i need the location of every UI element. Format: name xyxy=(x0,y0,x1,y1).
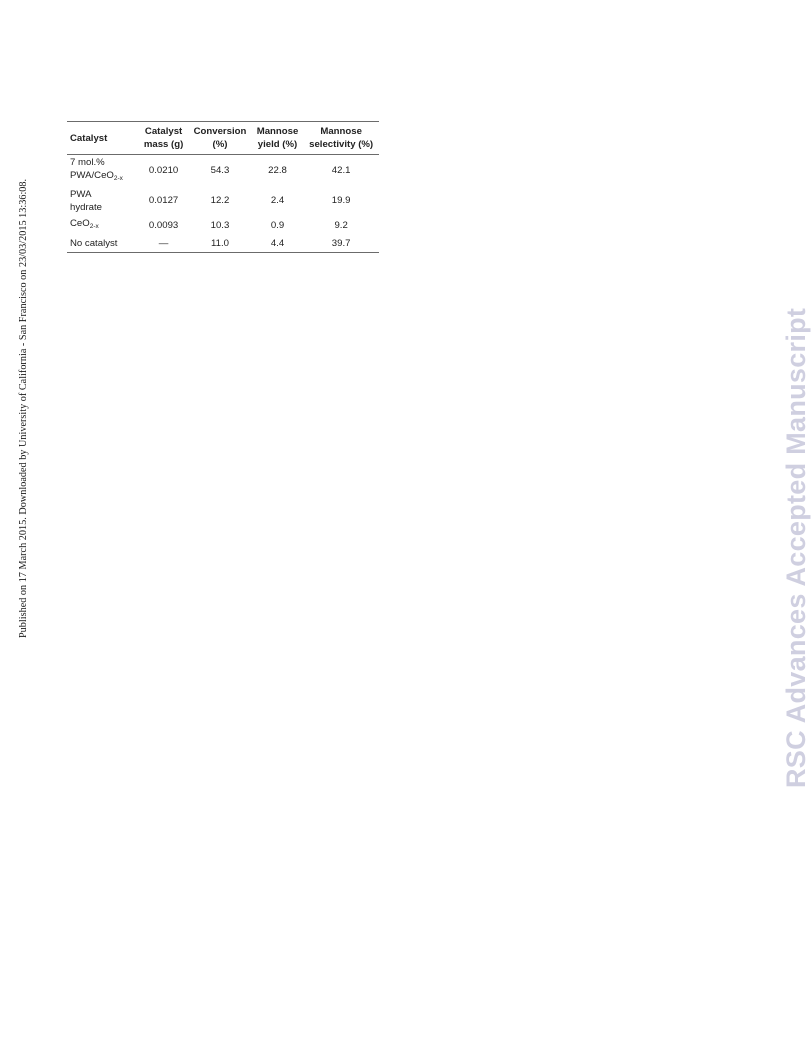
cell-mass: 0.0127 xyxy=(148,195,179,207)
watermark xyxy=(752,248,811,788)
header-yield-line1: Mannose xyxy=(256,126,299,137)
catalyst-line2 xyxy=(70,170,136,186)
header-mass-line1: Catalyst xyxy=(144,126,183,137)
cell-yield: 0.9 xyxy=(270,219,285,231)
cell-catalyst xyxy=(67,216,139,236)
header-mannose-yield xyxy=(252,122,303,155)
cell-selectivity: 42.1 xyxy=(331,164,351,176)
cell-conversion: 10.3 xyxy=(210,219,230,231)
header-catalyst xyxy=(67,122,139,155)
table-row xyxy=(67,236,379,253)
table-row xyxy=(67,155,379,188)
table-body xyxy=(67,155,379,253)
header-selectivity-line1: Mannose xyxy=(320,126,362,137)
publication-note-text: Published on 17 March 2015. Downloaded by University of California - San Francisco on 23/03/2015 13:36:08. xyxy=(18,178,29,638)
header-conversion-line1: Conversion xyxy=(193,126,247,137)
catalyst-line1: PWA xyxy=(70,189,92,200)
header-conversion xyxy=(188,122,252,155)
cell-yield: 22.8 xyxy=(268,164,287,176)
publication-note xyxy=(4,158,29,638)
cell-conversion: 54.3 xyxy=(210,164,230,176)
cell-selectivity: 19.9 xyxy=(331,195,351,207)
cell-mass: 0.0093 xyxy=(148,219,179,231)
header-conversion-line2: (%) xyxy=(212,139,228,150)
cell-yield: 4.4 xyxy=(270,237,285,249)
header-selectivity-line2: selectivity (%) xyxy=(309,139,374,150)
cell-mass: — xyxy=(158,237,169,249)
cell-mass: 0.0210 xyxy=(148,164,179,176)
table-header-row xyxy=(67,122,379,155)
cell-catalyst: No catalyst xyxy=(70,237,118,249)
header-catalyst-mass xyxy=(139,122,188,155)
catalyst-line1: 7 mol.% xyxy=(70,157,105,168)
header-yield-line2: yield (%) xyxy=(257,139,298,150)
header-mass-line2: mass (g) xyxy=(143,139,184,150)
catalyst-results-table xyxy=(67,121,379,253)
catalyst-formula: PWA/CeO xyxy=(70,169,114,181)
catalyst-formula: CeO xyxy=(70,218,90,229)
table-header xyxy=(67,122,379,155)
cell-selectivity: 9.2 xyxy=(334,219,348,231)
header-mannose-selectivity xyxy=(303,122,379,155)
watermark-text: RSC Advances Accepted Manuscript xyxy=(781,307,811,788)
cell-catalyst xyxy=(67,187,139,216)
cell-conversion: 12.2 xyxy=(210,195,230,207)
catalyst-formula-subscript: 2-x xyxy=(113,174,123,182)
cell-yield: 2.4 xyxy=(270,195,285,207)
header-catalyst-label: Catalyst xyxy=(70,132,108,144)
catalyst-line2: hydrate xyxy=(70,201,102,213)
catalyst-formula-subscript: 2-x xyxy=(89,223,99,230)
table-row xyxy=(67,216,379,236)
cell-selectivity: 39.7 xyxy=(331,237,351,249)
table-row xyxy=(67,187,379,216)
cell-catalyst xyxy=(67,155,139,188)
cell-conversion: 11.0 xyxy=(210,237,229,249)
